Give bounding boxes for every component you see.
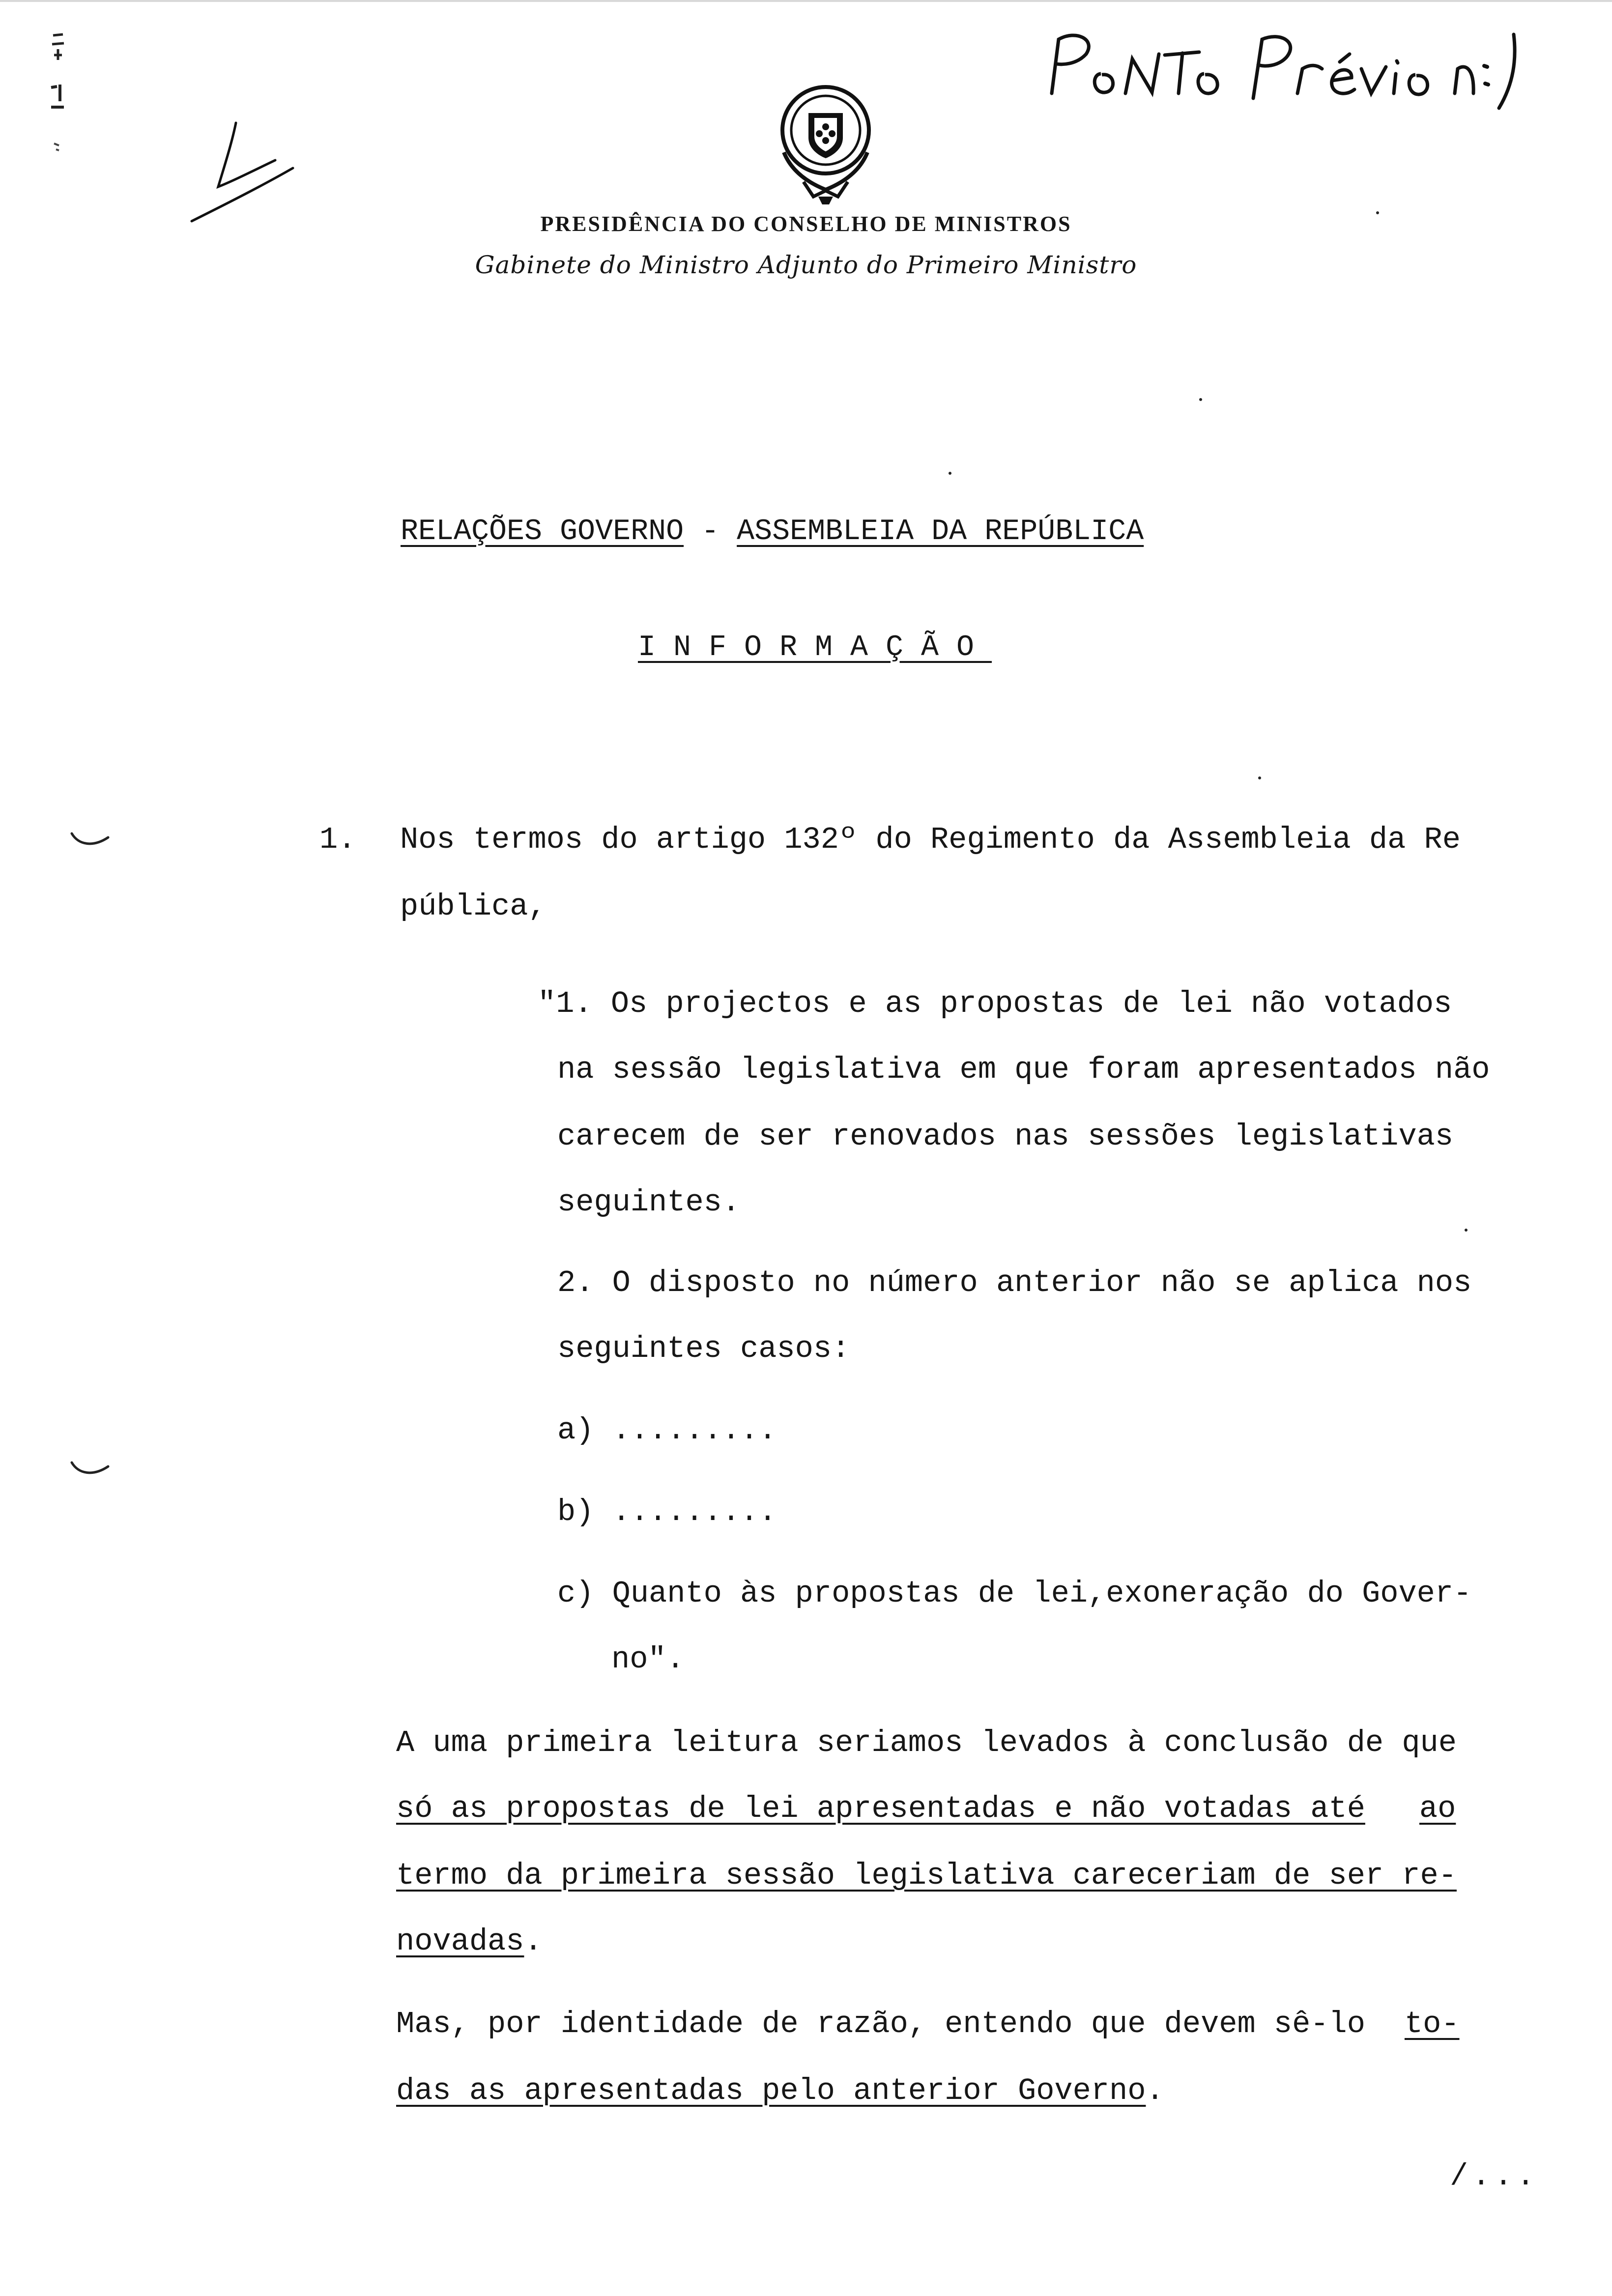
paragraph-number: 1. xyxy=(319,822,356,857)
quote-item2-line1: 2. O disposto no número anterior não se aplica nos xyxy=(557,1265,1472,1300)
conclusion-line-1-text: Mas, por identidade de razão, entendo que devem sê-lo xyxy=(396,2007,1365,2041)
document-type-label: INFORMAÇÃO xyxy=(637,631,992,664)
reading-line-2-tail: ao xyxy=(1419,1791,1456,1826)
reading-line-3 xyxy=(396,1858,1457,1894)
conclusion-line-2-underlined: das as apresentadas pelo anterior Governo xyxy=(396,2073,1146,2108)
quote-item2-line2: seguintes casos: xyxy=(557,1331,850,1366)
scan-speck xyxy=(949,472,951,475)
document-type-heading xyxy=(0,630,1612,665)
case-b: b) ......... xyxy=(557,1494,777,1529)
reading-line-4-end: . xyxy=(524,1924,543,1959)
section-title-separator: - xyxy=(701,515,720,548)
page-continuation-marker: /... xyxy=(1450,2159,1539,2194)
office-title: PRESIDÊNCIA DO CONSELHO DE MINISTROS xyxy=(540,212,1072,236)
handwritten-note xyxy=(1042,20,1553,118)
reading-line-2 xyxy=(396,1791,1456,1827)
left-margin-arc-mark xyxy=(69,831,113,850)
quote-item1-line3: carecem de ser renovados nas sessões legislativas xyxy=(557,1119,1454,1154)
intro-line-2: pública, xyxy=(400,889,547,924)
office-subtitle: Gabinete do Ministro Adjunto do Primeiro Ministro xyxy=(475,251,1137,279)
scan-speck xyxy=(1465,1229,1468,1232)
reading-line-4 xyxy=(396,1923,543,1960)
conclusion-line-2-end: . xyxy=(1146,2073,1164,2108)
coat-of-arms-emblem xyxy=(774,79,877,206)
intro-line-1: Nos termos do artigo 132º do Regimento da Assembleia da Re xyxy=(400,822,1461,857)
conclusion-line-1-underlined: to- xyxy=(1404,2007,1460,2041)
top-border-rule xyxy=(0,0,1612,2)
quote-item1-line4: seguintes. xyxy=(557,1185,741,1220)
section-title-left: RELAÇÕES GOVERNO xyxy=(401,515,684,548)
quote-item1-line1: "1. Os projectos e as propostas de lei não votados xyxy=(538,986,1452,1021)
quote-item1-line2: na sessão legislativa em que foram apresentados não xyxy=(557,1052,1490,1087)
case-a: a) ......... xyxy=(557,1413,777,1448)
reading-line-1: A uma primeira leitura seriamos levados à conclusão de que xyxy=(396,1725,1457,1760)
scan-speck xyxy=(1376,211,1379,214)
section-title xyxy=(401,514,1144,549)
conclusion-line-1 xyxy=(396,2006,1460,2042)
case-c-line2: no". xyxy=(611,1642,685,1677)
reading-line-2-underlined: só as propostas de lei apresentadas e não votadas até xyxy=(396,1791,1365,1826)
scan-speck xyxy=(1258,776,1261,779)
left-margin-arc-mark-lower xyxy=(69,1460,113,1479)
scan-speck xyxy=(1199,398,1202,401)
section-title-right: ASSEMBLEIA DA REPÚBLICA xyxy=(737,515,1144,548)
conclusion-line-2 xyxy=(396,2073,1164,2109)
margin-registration-marks xyxy=(44,29,74,157)
reading-line-3-underlined: termo da primeira sessão legislativa careceriam de ser re- xyxy=(396,1858,1457,1893)
case-c-line1: c) Quanto às propostas de lei,exoneração do Gover- xyxy=(557,1576,1472,1611)
reading-line-4-underlined: novadas xyxy=(396,1924,524,1959)
